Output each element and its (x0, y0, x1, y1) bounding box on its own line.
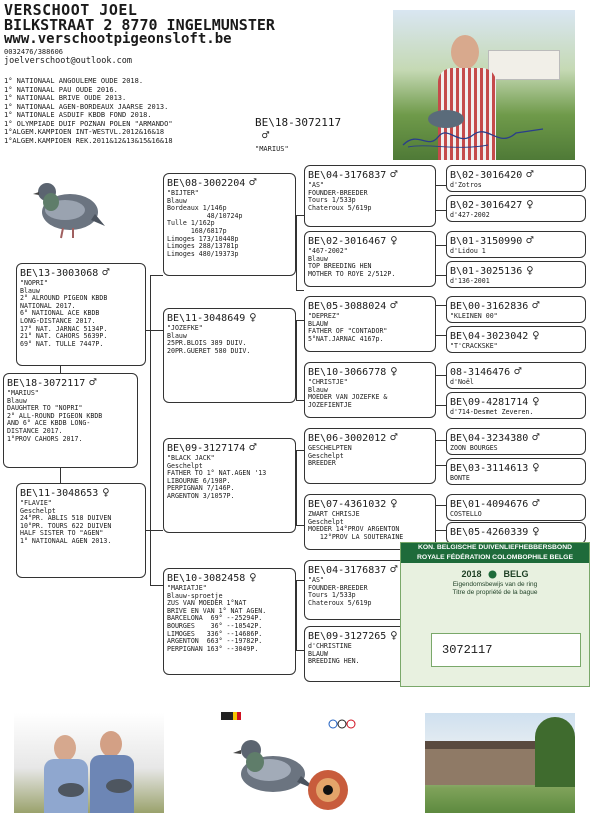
female-symbol-icon: ♀ (102, 485, 110, 499)
pigeon-in-hand-icon (58, 783, 84, 797)
pedigree-gen5[interactable]: BE\05-4260339 ♀ (446, 522, 586, 544)
ring-number: BE\06-3002012 (308, 433, 387, 444)
signature-icon (398, 125, 548, 155)
female-symbol-icon: ♀ (526, 197, 534, 211)
pedigree-mother[interactable]: BE\11-3048653 ♀ "FLAVIE" Geschelpt 24°PR. ABLIS 518 DUIVEN 10°PR. TOURS 622 DUIVEN HALF SISTER TO "AGEN" 1° NATIONAAL AGEN 2013. (16, 483, 146, 578)
loft-building-icon (488, 50, 560, 80)
certificate-org-nl: KON. BELGISCHE DUIVENLIEFHEBBERSBOND (401, 543, 589, 554)
achievement: 1°ALGEM.KAMPIOEN INT-WESTVL.2012&16&18 (4, 128, 165, 136)
breeder-website[interactable]: www.verschootpigeonsloft.be (4, 31, 232, 47)
pedigree-gen5[interactable]: BE\04-3234380 ♂ ZOON BOURGES (446, 428, 586, 455)
ring-number: BE\07-4361032 (308, 499, 387, 510)
pedigree-great-grandparent[interactable]: BE\06-3002012 ♂ GESCHELPTEN Geschelpt BREEDER (304, 428, 436, 484)
female-symbol-icon: ♀ (249, 570, 257, 584)
female-symbol-icon: ♀ (249, 310, 257, 324)
ring-number: BE\11-3048649 (167, 313, 246, 324)
male-symbol-icon: ♂ (390, 167, 398, 181)
loft-roof-icon (425, 741, 549, 749)
bottom-photo-pigeon-eye (213, 710, 363, 815)
ring-number: BE\09-3127174 (167, 443, 246, 454)
ring-number: BE\10-3066778 (308, 367, 387, 378)
loft-building-icon (425, 747, 545, 785)
person-head-icon (100, 731, 122, 757)
ring-number: BE\11-3048653 (20, 488, 99, 499)
male-symbol-icon: ♂ (532, 496, 540, 510)
pedigree-great-grandparent[interactable]: BE\09-3127265 ♀ d'CHRISTINE BLAUW BREEDING HEN. (304, 626, 436, 682)
pedigree-great-grandparent[interactable]: BE\04-3176837 ♂ "AS" FOUNDER-BREEDER Tours 1/533p Chateroux 5/619p (304, 560, 436, 620)
male-symbol-icon: ♂ (102, 265, 110, 279)
ring-number: BE\10-3082458 (167, 573, 246, 584)
achievement: 1° NATIONALE ASDUIF KBDB FOND 2018. (4, 111, 152, 119)
pedigree-gen5[interactable]: B\02-3016420 ♂ d'Zotros (446, 165, 586, 192)
achievements-list (4, 77, 173, 145)
pedigree-gen5[interactable]: BE\03-3114613 ♀ BONTE (446, 458, 586, 485)
male-symbol-icon: ♂ (526, 233, 534, 247)
male-symbol-icon: ♂ (249, 175, 257, 189)
pedigree-gen5[interactable]: BE\04-3023042 ♀ "T'CRACKSKE" (446, 326, 586, 353)
ring-number: BE\08-3002204 (167, 178, 246, 189)
female-symbol-icon: ♀ (532, 460, 540, 474)
pedigree-grandparent[interactable]: BE\11-3048649 ♀ "JOZEFKE" Blauw 25PR.BLOIS 389 DUIV. 20PR.GUERET 580 DUIV. (163, 308, 296, 403)
certificate-title-fr: Titre de propriété de la bague (452, 589, 538, 597)
ring-certificate (400, 542, 590, 687)
pedigree-subject[interactable]: BE\18-3072117 ♂ "MARIUS" Blauw DAUGHTER TO "NOPRI" 2° ALL-ROUND PIGEON KBDB AND 6° ACE KBDB LONG- DISTANCE 2017. 1°PROV CAHORS 2017. (3, 373, 138, 468)
male-symbol-icon: ♂ (526, 167, 534, 181)
pigeon-in-hand-icon (106, 779, 132, 793)
ring-number: BE\02-3016467 (308, 236, 387, 247)
male-symbol-icon: ♂ (390, 298, 398, 312)
ring-number: BE\05-3088024 (308, 301, 387, 312)
subject-ring: BE\18-3072117 ♂ (255, 116, 342, 142)
ring-number: BE\09-3127265 (308, 631, 387, 642)
pedigree-great-grandparent[interactable]: BE\10-3066778 ♀ "CHRISTJE" Blauw MOEDER VAN JOZEFKE & JOZEFIENTJE (304, 362, 436, 418)
female-symbol-icon: ♀ (390, 628, 398, 642)
pedigree-gen5[interactable]: BE\00-3162836 ♂ "KLEINEN 00" (446, 296, 586, 323)
person-head-icon (54, 735, 76, 761)
achievement: 1° NATIONAAL ANGOULEME OUDE 2018. (4, 77, 144, 85)
certificate-year-country: 2018 BELG (461, 569, 529, 579)
female-symbol-icon: ♀ (526, 263, 534, 277)
female-symbol-icon: ♀ (532, 328, 540, 342)
ring-number: BE\04-3176837 (308, 170, 387, 181)
ring-number: BE\04-3176837 (308, 565, 387, 576)
pedigree-gen5[interactable]: BE\09-4281714 ♀ d'714-Desmet Zeveren. (446, 392, 586, 419)
breeder-email[interactable]: joelverschoot@outlook.com (4, 56, 132, 66)
achievement: 1° OLYMPIADE DUIF POZNAN POLEN "ARMANDO" (4, 119, 173, 128)
breeder-name: VERSCHOOT JOEL (4, 1, 138, 19)
male-symbol-icon: ♂ (262, 128, 270, 142)
male-symbol-icon: ♂ (249, 440, 257, 454)
pedigree-great-grandparent[interactable]: BE\07-4361032 ♀ ZWART CHRISJE Geschelpt MOEDER 14°PROV ARGENTON 12°PROV LA SOUTERAINE (304, 494, 436, 550)
ring-number: BE\13-3003068 (20, 268, 99, 279)
pedigree-father[interactable]: BE\13-3003068 ♂ "NOPRI" Blauw 2° ALROUND PIGEON KBDB NATIONAL 2017. 6° NATIONAL ACE KBDB LONG-DISTANCE 2017. 17° NAT. JARNAC 5134P. 21° NAT. CAHORS 5639P. 69° NAT. TULLE 7447P. (16, 263, 146, 366)
male-symbol-icon: ♂ (532, 298, 540, 312)
male-symbol-icon: ♂ (390, 562, 398, 576)
pigeon-portrait-icon (213, 710, 363, 815)
pedigree-grandparent[interactable]: BE\10-3082458 ♀ "MARIATJE" Blauw-sproetje ZUS VAN MOEDER 1°NAT BRIVE EN VAN 1° NAT AGEN. BARCELONA 69° --25294P. BOURGES 36° --10542P. LIMOGES 336° --14686P. ARGENTON 663° --19782P. PERPIGNAN 163° --3049P. (163, 568, 296, 675)
male-symbol-icon: ♂ (532, 430, 540, 444)
pedigree-great-grandparent[interactable]: BE\05-3088024 ♂ "DEPREZ" BLAUW FATHER OF "CONTADOR" 5°NAT.JARNAC 4167p. (304, 296, 436, 352)
breeder-address: BILKSTRAAT 2 8770 INGELMUNSTER (4, 16, 275, 34)
tree-icon (535, 717, 575, 787)
female-symbol-icon: ♀ (390, 364, 398, 378)
pedigree-gen5[interactable]: B\01-3150990 ♂ d'Lidou 1 (446, 231, 586, 258)
person-head-icon (451, 35, 479, 69)
achievement: 1° NATIONAAL PAU OUDE 2016. (4, 85, 118, 94)
crest-icon (488, 570, 497, 579)
pedigree-gen5[interactable]: B\01-3025136 ♀ d'136-2001 (446, 261, 586, 288)
pedigree-gen5[interactable]: B\02-3016427 ♀ d'427-2002 (446, 195, 586, 222)
male-symbol-icon: ♂ (390, 430, 398, 444)
subject-name: "MARIUS" (255, 145, 289, 153)
certificate-number: 3072117 (431, 633, 581, 667)
achievement: 1° NATIONAAL AGEN-BORDEAUX JAARSE 2013. (4, 102, 169, 111)
bottom-photo-breeders (14, 713, 164, 813)
pigeon-photo-icon (25, 170, 105, 242)
female-symbol-icon: ♀ (532, 524, 540, 538)
ring-number: BE\18-3072117 (7, 378, 86, 389)
breeder-phone: 0032476/388606 (4, 48, 64, 56)
pedigree-great-grandparent[interactable]: BE\04-3176837 ♂ "AS" FOUNDER-BREEDER Tours 1/533p Chateroux 5/619p (304, 165, 436, 227)
pedigree-great-grandparent[interactable]: BE\02-3016467 ♀ "467-2002" Blauw TOP BREEDING HEN MOTHER TO ROYE 2/512P. (304, 231, 436, 287)
female-symbol-icon: ♀ (390, 233, 398, 247)
male-symbol-icon: ♂ (89, 375, 97, 389)
female-symbol-icon: ♀ (390, 496, 398, 510)
certificate-org-fr: ROYALE FÉDÉRATION COLOMBOPHILE BELGE (401, 554, 589, 564)
certificate-title-nl: Eigendomsbewijs van de ring (452, 581, 538, 589)
pedigree-gen5[interactable]: 08-3146476 ♂ d'Noël (446, 362, 586, 389)
achievement: 1°ALGEM.KAMPIOEN REK.2011&12&13&15&16&18 (4, 136, 173, 145)
bottom-photo-loft (425, 713, 575, 813)
pedigree-gen5[interactable]: BE\01-4094676 ♂ COSTELLO (446, 494, 586, 521)
male-symbol-icon: ♂ (514, 364, 522, 378)
pedigree-grandparent[interactable]: BE\08-3002204 ♂ "BIJTER" Blauw Bordeaux 1/146p 48/10724p Tulle 1/162p 168/6817p Limoges 173/10448p Limoges 288/13781p Limoges 480/19373p (163, 173, 296, 276)
achievement: 1° NATIONAAL BRIVE OUDE 2013. (4, 94, 127, 102)
pedigree-grandparent[interactable]: BE\09-3127174 ♂ "BLACK JACK" Geschelpt FATHER TO 1° NAT.AGEN '13 LIBOURNE 6/198P. PERPIGNAN 7/146P. ARGENTON 3/1057P. (163, 438, 296, 533)
female-symbol-icon: ♀ (532, 394, 540, 408)
